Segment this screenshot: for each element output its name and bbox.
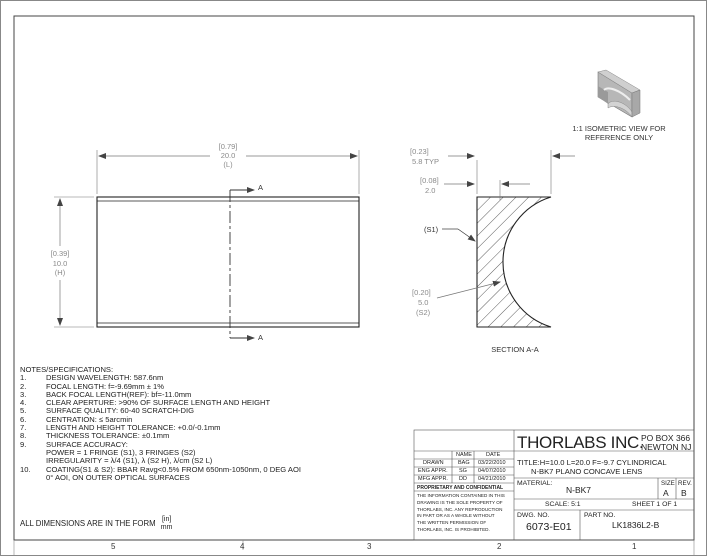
proprietary-line: THE WRITTEN PERMISSION OF [417, 520, 487, 526]
drawing-title [517, 458, 667, 467]
section-dim1-in: [0.23] [410, 147, 429, 156]
company-name: THORLABS INC. [517, 433, 644, 452]
address-line1: PO BOX 366 [641, 433, 691, 443]
s1-label: (S1) [424, 225, 439, 234]
col-date-header: DATE [486, 452, 501, 458]
isometric-lens-icon [598, 70, 640, 117]
note-number: 6. [20, 414, 27, 424]
row-name: SG [459, 468, 467, 474]
section-dim3-tag: (S2) [416, 308, 431, 317]
row-date: 04/21/2010 [478, 476, 506, 482]
note-text: POWER = 1 FRINGE (S1), 3 FRINGES (S2) [46, 447, 196, 457]
note-text: DESIGN WAVELENGTH: 587.6nm [46, 373, 164, 383]
rev-label: REV. [678, 480, 692, 487]
lens-outline [97, 197, 359, 327]
note-text: 0° AOI, ON OUTER OPTICAL SURFACES [46, 472, 190, 482]
height-dim-mm: 10.0 [52, 259, 68, 268]
height-dim-tag: (H) [54, 268, 66, 277]
zone-label: 4 [240, 542, 245, 551]
zone-label: 2 [497, 542, 502, 551]
note-text: SURFACE QUALITY: 60-40 SCRATCH-DIG [46, 406, 194, 416]
title-label: TITLE: [517, 458, 540, 467]
note-text: LENGTH AND HEIGHT TOLERANCE: +0.0/-0.1mm [46, 423, 221, 433]
section-dim1-mm: 5.8 TYP [412, 157, 439, 166]
dwg-no-value: 6073-E01 [526, 521, 572, 533]
part-no-label: PART NO. [584, 512, 616, 519]
proprietary-text [417, 493, 505, 534]
zone-label: 3 [367, 542, 372, 551]
units-bottom: mm [160, 524, 173, 531]
note-number: 5. [20, 406, 27, 416]
note-text: BACK FOCAL LENGTH(REF): bf=-11.0mm [46, 389, 192, 399]
material-value: N-BK7 [566, 485, 592, 495]
proprietary-line: THORLABS, INC. IS PROHIBITED. [417, 526, 490, 532]
note-number: 8. [20, 431, 27, 441]
address-line2: NEWTON NJ [641, 442, 692, 452]
material-label: MATERIAL: [517, 480, 553, 487]
proprietary-line: DRAWING IS THE SOLE PROPERTY OF [417, 499, 503, 505]
lens-top-view [51, 142, 359, 342]
section-dim3-mm: 5.0 [418, 298, 429, 307]
row-role: ENG APPR. [418, 468, 448, 474]
note-number: 7. [20, 423, 27, 433]
dwg-no-label: DWG. NO. [517, 512, 550, 519]
section-mark-top: A [258, 183, 264, 192]
note-number: 9. [20, 439, 27, 449]
note-number: 4. [20, 398, 27, 408]
section-dim2-in: [0.08] [420, 176, 439, 185]
iso-caption-line1: 1:1 ISOMETRIC VIEW FOR [572, 124, 666, 133]
note-number: 2. [20, 381, 27, 391]
company-address [641, 434, 691, 452]
row-name: BAG [458, 460, 470, 466]
units-note [20, 516, 172, 532]
units-top: [in] [161, 516, 172, 523]
lens-cross-section [477, 197, 551, 327]
note-number: 1. [20, 373, 27, 383]
width-dim-mm: 20.0 [220, 151, 236, 160]
col-name-header: NAME [456, 452, 472, 458]
row-date: 04/07/2010 [478, 468, 506, 474]
proprietary-heading: PROPRIETARY AND CONFIDENTIAL [417, 485, 504, 491]
note-text: CENTRATION: ≤ 5arcmin [46, 414, 133, 424]
width-dim-tag: (L) [223, 160, 233, 169]
row-role: DRAWN [423, 460, 444, 466]
size-label: SIZE [661, 480, 675, 487]
section-mark-bottom: A [258, 333, 264, 342]
section-dim2-mm: 2.0 [425, 186, 436, 195]
proprietary-line: IN PART OR AS A WHOLE WITHOUT [417, 513, 495, 519]
title-line1: H=10.0 L=20.0 F=-9.7 CYLINDRICAL [539, 458, 667, 467]
section-dim3-in: [0.20] [412, 288, 431, 297]
row-name: DD [459, 476, 467, 482]
note-number: 3. [20, 389, 27, 399]
note-item [20, 474, 301, 482]
zone-label: 5 [111, 542, 116, 551]
zone-label: 1 [632, 542, 637, 551]
iso-caption-line2: REFERENCE ONLY [584, 133, 654, 142]
note-text: IRREGULARITY = λ/4 (S1), λ (S2 H), λ/cm (S2 L) [46, 456, 213, 466]
note-number [20, 474, 46, 482]
note-number [20, 449, 46, 457]
note-text: FOCAL LENGTH: f=-9.69mm ± 1% [46, 381, 165, 391]
rev-value: B [681, 488, 687, 498]
proprietary-line: THE INFORMATION CONTAINED IN THIS [417, 493, 505, 498]
part-no-value: LK1836L2-B [612, 520, 660, 530]
title-line2: N-BK7 PLANO CONCAVE LENS [531, 467, 643, 476]
section-caption: SECTION A-A [491, 345, 539, 354]
scale: SCALE: 5:1 [545, 501, 581, 508]
section-view [410, 147, 575, 354]
note-text: CLEAR APERTURE: >90% OF SURFACE LENGTH AND HEIGHT [46, 398, 271, 408]
sheet-count: SHEET 1 OF 1 [632, 501, 678, 508]
units-prefix: ALL DIMENSIONS ARE IN THE FORM [20, 519, 156, 529]
height-dim-in: [0.39] [50, 249, 70, 258]
proprietary-line: THORLABS, INC. ANY REPRODUCTION [417, 506, 503, 512]
size-value: A [663, 488, 669, 498]
note-text: THICKNESS TOLERANCE: ±0.1mm [46, 431, 170, 441]
notes-specifications [20, 366, 301, 482]
notes-heading: NOTES/SPECIFICATIONS: [20, 365, 114, 374]
width-dim-in: [0.79] [218, 142, 238, 151]
note-text: COATING(S1 & S2): BBAR Ravg<0.5% FROM 650nm-1050nm, 0 DEG AOI [46, 464, 301, 474]
note-number: 10. [20, 464, 31, 474]
row-role: MFG APPR. [418, 476, 448, 482]
row-date: 03/22/2010 [478, 460, 506, 466]
note-text: SURFACE ACCURACY: [46, 439, 128, 449]
